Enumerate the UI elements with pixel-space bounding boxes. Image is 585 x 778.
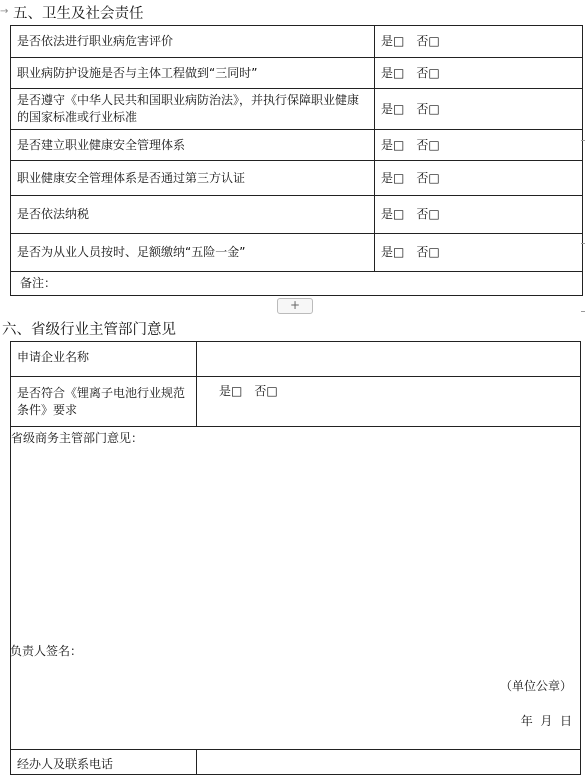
table-row xyxy=(11,377,581,427)
table-row xyxy=(11,58,583,89)
no-checkbox[interactable]: 否□ xyxy=(416,170,440,185)
row-label: 职业健康安全管理体系是否通过第三方认证 xyxy=(11,161,375,196)
remarks-row xyxy=(11,272,583,296)
yes-checkbox[interactable]: 是□ xyxy=(381,170,405,185)
section5-title: 五、卫生及社会责任 xyxy=(13,6,144,22)
opinion-label: 省级商务主管部门意见： xyxy=(11,431,144,445)
date-label: 年 月 日 xyxy=(520,714,572,728)
table-row xyxy=(11,161,583,196)
company-name-field[interactable] xyxy=(197,342,581,377)
edge-tick xyxy=(581,140,585,141)
section5-table xyxy=(10,25,583,296)
yes-no-cell xyxy=(375,130,583,161)
table-row xyxy=(11,234,583,272)
table-row xyxy=(11,196,583,234)
no-checkbox[interactable]: 否□ xyxy=(416,65,440,80)
no-checkbox[interactable]: 否□ xyxy=(416,245,440,259)
yes-no-cell xyxy=(375,89,583,130)
yes-no-cell xyxy=(197,377,581,427)
no-checkbox[interactable]: 否□ xyxy=(416,137,440,152)
yes-checkbox[interactable]: 是□ xyxy=(381,65,405,80)
opinion-row xyxy=(11,427,581,750)
table-row xyxy=(11,750,581,775)
table-row xyxy=(11,26,583,58)
yes-checkbox[interactable]: 是□ xyxy=(219,384,243,398)
no-checkbox[interactable]: 否□ xyxy=(416,101,440,116)
yes-no-cell xyxy=(375,196,583,234)
row-label: 是否依法进行职业病危害评价 xyxy=(11,26,375,58)
yes-no-cell xyxy=(375,161,583,196)
row-label: 是否遵守《中华人民共和国职业病防治法》，并执行保障职业健康的国家标准或行业标准 xyxy=(11,89,375,130)
yes-checkbox[interactable]: 是□ xyxy=(381,101,405,116)
yes-checkbox[interactable]: 是□ xyxy=(381,34,405,48)
seal-label: （单位公章） xyxy=(499,679,572,693)
opinion-cell[interactable] xyxy=(11,427,581,750)
signer-label: 负责人签名： xyxy=(10,644,83,658)
table-row xyxy=(11,89,583,130)
yes-no-cell xyxy=(375,58,583,89)
table-row xyxy=(11,130,583,161)
remarks-cell[interactable] xyxy=(11,272,583,296)
section6-title: 六、省级行业主管部门意见 xyxy=(2,322,176,338)
no-checkbox[interactable]: 否□ xyxy=(416,207,440,221)
no-checkbox[interactable]: 否□ xyxy=(254,384,278,398)
yes-checkbox[interactable]: 是□ xyxy=(381,207,405,221)
section6-table xyxy=(10,341,581,775)
row-label: 职业病防护设施是否与主体工程做到“三同时” xyxy=(11,58,375,89)
remarks-label: 备注： xyxy=(20,276,57,290)
no-checkbox[interactable]: 否□ xyxy=(416,34,440,48)
contact-label: 经办人及联系电话 xyxy=(11,750,197,775)
yes-checkbox[interactable]: 是□ xyxy=(381,245,405,259)
corner-arrow-icon: → xyxy=(0,6,9,17)
yes-checkbox[interactable]: 是□ xyxy=(381,137,405,152)
row-label: 是否建立职业健康安全管理体系 xyxy=(11,130,375,161)
yes-no-cell xyxy=(375,26,583,58)
table-row xyxy=(11,342,581,377)
edge-tick xyxy=(581,243,585,244)
row-label: 是否为从业人员按时、足额缴纳“五险一金” xyxy=(11,234,375,272)
row-label: 是否依法纳税 xyxy=(11,196,375,234)
company-name-label: 申请企业名称 xyxy=(11,342,197,377)
yes-no-cell xyxy=(375,234,583,272)
contact-field[interactable] xyxy=(197,750,581,775)
conform-label: 是否符合《锂离子电池行业规范条件》要求 xyxy=(11,377,197,427)
add-row-button[interactable]: + xyxy=(277,298,313,314)
edge-tick xyxy=(581,311,585,312)
